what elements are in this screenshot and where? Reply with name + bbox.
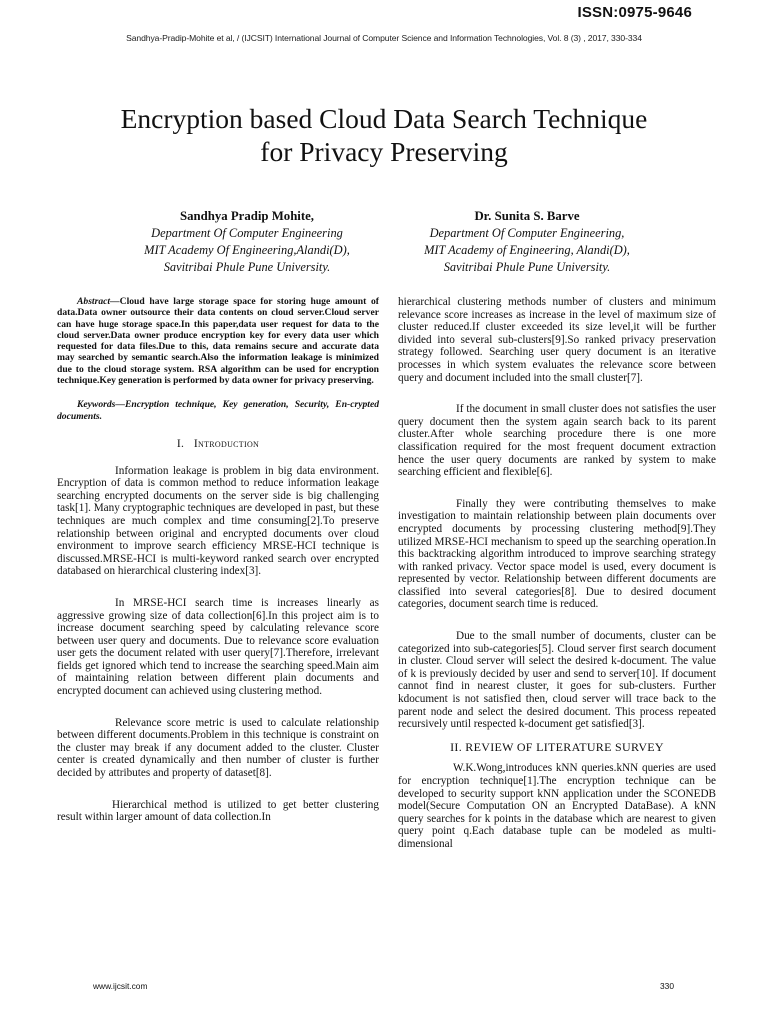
abstract-text: Cloud have large storage space for storing huge amount of data.Data owner outsource their data contents on cloud server.Cloud server can have huge storage space.In this paper,data user request for data to the cloud server.Data owner produce encryption key for every data user which requested for data files.Due to this, data remains secure and accurate data may searched by semantic search.Also the information leakage is minimized due to the cloud storage system. RSA algorithm can be used for encryption technique.Key generation is performed by data owner for privacy preserving. bbox=[57, 296, 379, 387]
right-column bbox=[398, 296, 716, 851]
journal-header-line: Sandhya-Pradip-Mohite et al, / (IJCSIT) International Journal of Computer Science and Information Technologies, Vol. 8 (3) , 2017, 330-334 bbox=[126, 33, 642, 43]
paragraph: Hierarchical method is utilized to get better clustering result within larger amount of data collection.In bbox=[57, 798, 379, 824]
author-institute: MIT Academy of Engineering, Alandi(D), bbox=[424, 243, 630, 257]
author-block-1 bbox=[117, 208, 377, 276]
section-title: Introduction bbox=[193, 436, 260, 450]
author-department: Department Of Computer Engineering, bbox=[429, 226, 625, 240]
paragraph: Finally they were contributing themselves to make investigation to maintain relationship between plain documents over encrypted documents by processing clustering method[9].They utilized MRSE-HCI mechanism to speed up the searching operation.In this backtracking algorithm introduced to improve searching strategy with ranked privacy. Vector space model is used, every document is represented by vector. Relationship between different documents are classified into several categories[8]. Due to desired document categories, document search time is reduced. bbox=[398, 497, 716, 611]
paragraph: Due to the small number of documents, cluster can be categorized into sub-categories[5]. Cloud server first search document in cluster. Cloud server will select the desired k-document. The value of k is previously decided by user and send to server[10]. If document cannot find in nearest cluster, it goes for sub-clusters. Further kdocument is not satisfied then, cloud server will trace back to the parent node and select the desired document. This process repeated recursively until respected k-document get satisfied[3]. bbox=[398, 630, 716, 731]
abstract-lead: Abstract— bbox=[77, 296, 120, 307]
paper-title bbox=[60, 102, 708, 168]
author-block-2 bbox=[392, 208, 662, 276]
author-university: Savitribai Phule Pune University. bbox=[443, 260, 611, 274]
abstract bbox=[57, 296, 379, 386]
paragraph: In MRSE-HCI search time is increases linearly as aggressive growing size of data collection[6].In this project aim is to increase document searching speed by calculating relevance score between user query and documents. Due to relevance score evaluation user gets the document related with user query[7].Therefore, irrelevant fields get ignored which tend to increase the searching speed.Main aim of maintaining relation between different plain documents and encrypted document can achieved using clustering method. bbox=[57, 596, 379, 698]
section-number: I. bbox=[176, 436, 185, 450]
author-name: Dr. Sunita S. Barve bbox=[474, 209, 580, 223]
paragraph: If the document in small cluster does not satisfies the user query document then the system again search back to its parent cluster.After whole searching procedure there is one more classification required for the most frequent document extraction hence the user query documents are ranked by system to make searching efficient and flexible[6]. bbox=[398, 403, 716, 479]
section-heading-introduction bbox=[57, 438, 379, 451]
author-university: Savitribai Phule Pune University. bbox=[163, 260, 331, 274]
paragraph: hierarchical clustering methods number of clusters and minimum relevance score increases as increase in the level of maximum size of cluster reduced.If cluster exceeded its size level,it will be further divided into several sub-clusters[9].So ranked privacy preservation strategy followed. Searching user query document is an iterative processes in which system evaluates the relevance score between query and document included into the small cluster[7]. bbox=[398, 296, 716, 384]
title-line-2: for Privacy Preserving bbox=[260, 136, 508, 167]
footer-website: www.ijcsit.com bbox=[93, 981, 148, 991]
paragraph: Relevance score metric is used to calculate relationship between different documents.Problem in this technique is constraint on the cluster may break if any document added to the cluster. Cluster center is created dynamically and then number of cluster is further decided by attributes and property of dataset[8]. bbox=[57, 716, 379, 780]
title-line-1: Encryption based Cloud Data Search Technique bbox=[120, 103, 648, 134]
section-heading-review: II. REVIEW OF LITERATURE SURVEY bbox=[450, 739, 664, 754]
left-column bbox=[57, 296, 379, 824]
keywords: Keywords—Encryption technique, Key generation, Security, En-crypted documents. bbox=[57, 399, 379, 422]
paragraph: W.K.Wong,introduces kNN queries.kNN queries are used for encryption technique[1].The encryption technique can be developed to security support kNN application under the SCONEDB model(Secure Computation ON an Encrypted DataBase). A kNN query searches for k points in the database which are nearest to given query point q.Each database tuple can be modeled as multi-dimensional bbox=[398, 762, 716, 850]
page-number: 330 bbox=[660, 981, 674, 991]
author-department: Department Of Computer Engineering bbox=[151, 226, 343, 240]
issn-label: ISSN:0975-9646 bbox=[577, 4, 692, 21]
author-name: Sandhya Pradip Mohite, bbox=[179, 209, 315, 223]
paragraph: Information leakage is problem in big data environment. Encryption of data is common method to reduce information leakage searching encrypted documents on the server side is big challenging task[1]. Many cryptographic techniques are developed in past, but these techniques are much complex and time consuming[2].To preserve relationship between original and encrypted documents over cloud environment to improve search efficiency MRSE-HCI technique is discussed.MRSE-HCI is multi-keyword ranked search over encrypted databased on hierarchical clustering index[3]. bbox=[57, 464, 379, 578]
author-institute: MIT Academy Of Engineering,Alandi(D), bbox=[144, 243, 350, 257]
